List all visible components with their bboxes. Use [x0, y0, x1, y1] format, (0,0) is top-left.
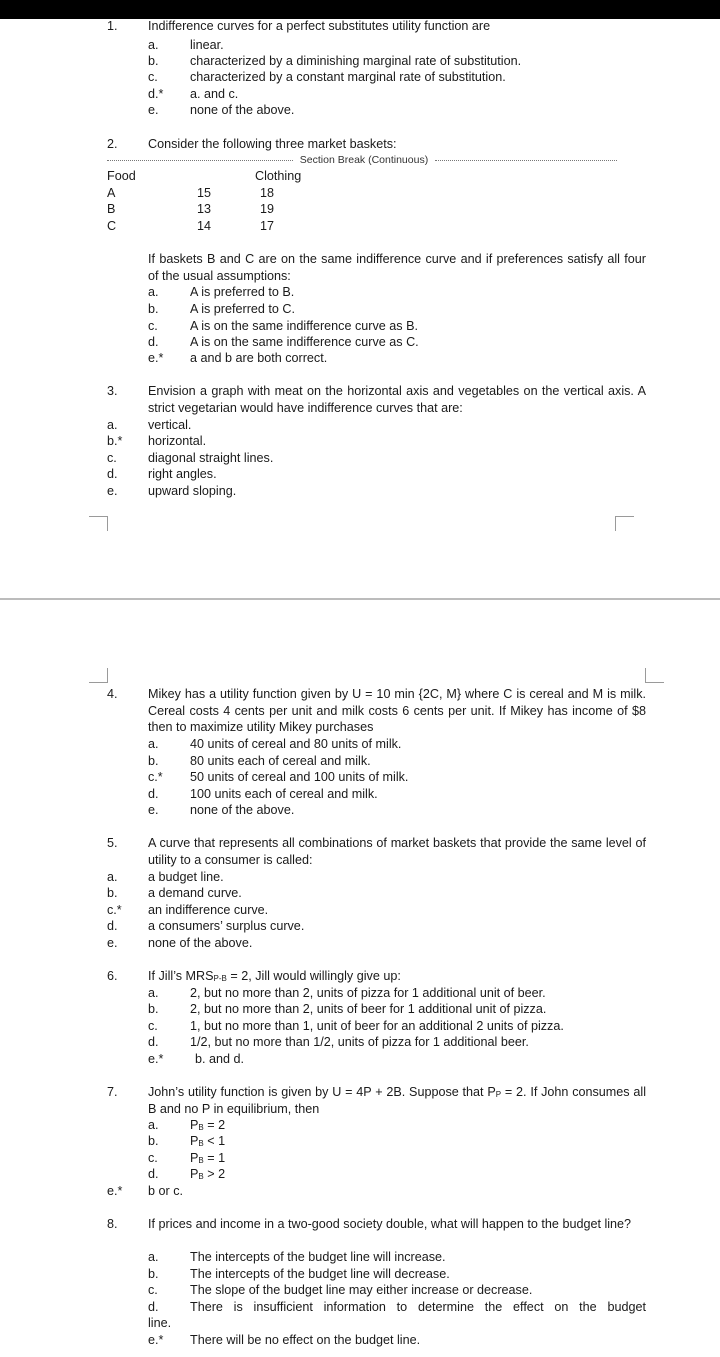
option-label: e. [148, 803, 159, 817]
option-text: 40 units of cereal and 80 units of milk. [190, 737, 402, 751]
question-text: Indifference curves for a perfect substitutes utility function are [148, 19, 491, 33]
question-number: 5. [107, 836, 118, 850]
option-text: There will be no effect on the budget line. [190, 1333, 421, 1347]
option-text: 1, but no more than 1, unit of beer for an additional 2 units of pizza. [190, 1019, 564, 1033]
option-text: 80 units each of cereal and milk. [190, 754, 371, 768]
option-text: a consumers’ surplus curve. [148, 919, 305, 933]
question-text: A curve that represents all combinations of market baskets that provide the same level of utility to a consumer is called: [148, 836, 646, 867]
option-label: e.* [148, 351, 164, 365]
table-header-clothing: Clothing [255, 169, 302, 183]
option-text: The intercepts of the budget line will decrease. [190, 1267, 450, 1281]
option-text: A is preferred to C. [190, 302, 295, 316]
option-label: a. [148, 38, 159, 52]
option-text-continued: line. [148, 1316, 172, 1330]
margin-corner-mark [615, 516, 634, 531]
option-label: e.* [148, 1052, 164, 1066]
option-text: A is preferred to B. [190, 285, 295, 299]
option-label: a. [107, 418, 118, 432]
table-cell-food: 13 [197, 202, 212, 216]
option-label: b. [107, 886, 118, 900]
table-cell-food: 14 [197, 219, 212, 233]
option-text: 100 units each of cereal and milk. [190, 787, 378, 801]
option-label: e.* [107, 1184, 123, 1198]
option-label: d. [148, 1035, 159, 1049]
option-label: c. [148, 1151, 158, 1165]
option-text: The intercepts of the budget line will increase. [190, 1250, 446, 1264]
option-label: c. [148, 1283, 158, 1297]
question-text: If Jill’s $MRS_{P-B} = 2$, Jill would willingly give up: [148, 969, 401, 983]
option-text: A is on the same indifference curve as C. [190, 335, 419, 349]
table-cell-clothing: 17 [260, 219, 275, 233]
option-label: a. [148, 986, 159, 1000]
question-number: 1. [107, 19, 118, 33]
table-row-label: A [107, 186, 116, 200]
option-text: 2, but no more than 2, units of beer for 1 additional unit of pizza. [190, 1002, 547, 1016]
table-row-label: C [107, 219, 117, 233]
option-label: b. [148, 1002, 159, 1016]
question-text: Mikey has a utility function given by U = 10 min {2C, M} where C is cereal and M is milk. Cereal costs 4 cents per unit and milk costs 6 cents per unit. If Mikey has income of $8 then to maximize utility Mikey purchases [148, 687, 646, 734]
option-label: d. [148, 335, 159, 349]
option-label: c.* [148, 770, 163, 784]
option-text: b or c. [148, 1184, 183, 1198]
option-label: d. [148, 787, 159, 801]
option-text: linear. [190, 38, 224, 52]
option-text: characterized by a diminishing marginal rate of substitution. [190, 54, 522, 68]
option-text: The slope of the budget line may either increase or decrease. [190, 1283, 533, 1297]
table-cell-food: 15 [197, 186, 212, 200]
table-cell-clothing: 19 [260, 202, 275, 216]
section-break-line [435, 160, 617, 161]
question-text: Envision a graph with meat on the horizontal axis and vegetables on the vertical axis. A strict vegetarian would have indifference curves that are: [148, 384, 646, 415]
option-text: A is on the same indifference curve as B. [190, 319, 418, 333]
option-text: an indifference curve. [148, 903, 269, 917]
option-label: e. [107, 484, 118, 498]
question-text: Consider the following three market baskets: [148, 137, 397, 151]
option-text: a demand curve. [148, 886, 242, 900]
question-text: If prices and income in a two-good society double, what will happen to the budget line? [148, 1217, 632, 1231]
question-number: 3. [107, 384, 118, 398]
option-label: d. [107, 919, 118, 933]
option-label: b. [148, 1267, 159, 1281]
option-label: b. [148, 754, 159, 768]
question-number: 8. [107, 1217, 118, 1231]
question-stem: If baskets B and C are on the same indifference curve and if preferences satisfy all four of the usual assumptions: [148, 252, 646, 283]
option-label: b. [148, 1134, 159, 1148]
option-label: a. [148, 737, 159, 751]
option-text: 50 units of cereal and 100 units of milk. [190, 770, 409, 784]
option-text: There is insufficient information to determine the effect on the budget [190, 1300, 646, 1314]
option-text: a budget line. [148, 870, 224, 884]
margin-corner-mark [89, 668, 108, 683]
margin-corner-mark [645, 668, 664, 683]
option-label: d. [107, 467, 118, 481]
option-text: none of the above. [190, 803, 295, 817]
section-break-label: Section Break (Continuous) [299, 154, 429, 166]
option-label: e.* [148, 1333, 164, 1347]
table-cell-clothing: 18 [260, 186, 275, 200]
section-break [107, 153, 617, 167]
option-label: a. [107, 870, 118, 884]
question-number: 6. [107, 969, 118, 983]
option-text: none of the above. [190, 103, 295, 117]
option-text: diagonal straight lines. [148, 451, 274, 465]
option-label: c. [148, 319, 158, 333]
table-row-label: B [107, 202, 116, 216]
option-text: $P_B = 1$ [190, 1151, 226, 1165]
question-text: John’s utility function is given by U = 4P + 2B. Suppose that $P_P = 2$. If John consumes all B and no P in equilibrium, then [148, 1085, 646, 1116]
option-label: e. [107, 936, 118, 950]
option-label: c. [107, 451, 117, 465]
option-label: a. [148, 1250, 159, 1264]
question-number: 7. [107, 1085, 118, 1099]
option-text: vertical. [148, 418, 192, 432]
margin-corner-mark [89, 516, 108, 531]
option-label: a. [148, 285, 159, 299]
question-number: 4. [107, 687, 118, 701]
option-text: a. and c. [190, 87, 239, 101]
option-text: $P_B < 1$ [190, 1134, 226, 1148]
option-label: d. [148, 1300, 159, 1314]
top-black-bar [0, 0, 720, 19]
section-break-line [107, 160, 293, 161]
option-label: b.* [107, 434, 123, 448]
option-label: a. [148, 1118, 159, 1132]
option-text: 1/2, but no more than 1/2, units of pizza for 1 additional beer. [190, 1035, 529, 1049]
option-text: none of the above. [148, 936, 253, 950]
option-label: c.* [107, 903, 122, 917]
option-text: $P_B > 2$ [190, 1167, 226, 1181]
table-header-food: Food [107, 169, 136, 183]
option-label: c. [148, 70, 158, 84]
option-label: b. [148, 54, 159, 68]
option-text: right angles. [148, 467, 217, 481]
option-text: 2, but no more than 2, units of pizza for 1 additional unit of beer. [190, 986, 546, 1000]
option-text: characterized by a constant marginal rate of substitution. [190, 70, 506, 84]
option-text: $P_B = 2$ [190, 1118, 226, 1132]
question-number: 2. [107, 137, 118, 151]
option-label: e. [148, 103, 159, 117]
option-label: b. [148, 302, 159, 316]
option-text: b. and d. [195, 1052, 245, 1066]
option-label: d. [148, 1167, 159, 1181]
option-text: horizontal. [148, 434, 207, 448]
option-label: d.* [148, 87, 164, 101]
page-break-divider [0, 598, 720, 600]
option-text: upward sloping. [148, 484, 237, 498]
option-text: a and b are both correct. [190, 351, 328, 365]
option-label: c. [148, 1019, 158, 1033]
